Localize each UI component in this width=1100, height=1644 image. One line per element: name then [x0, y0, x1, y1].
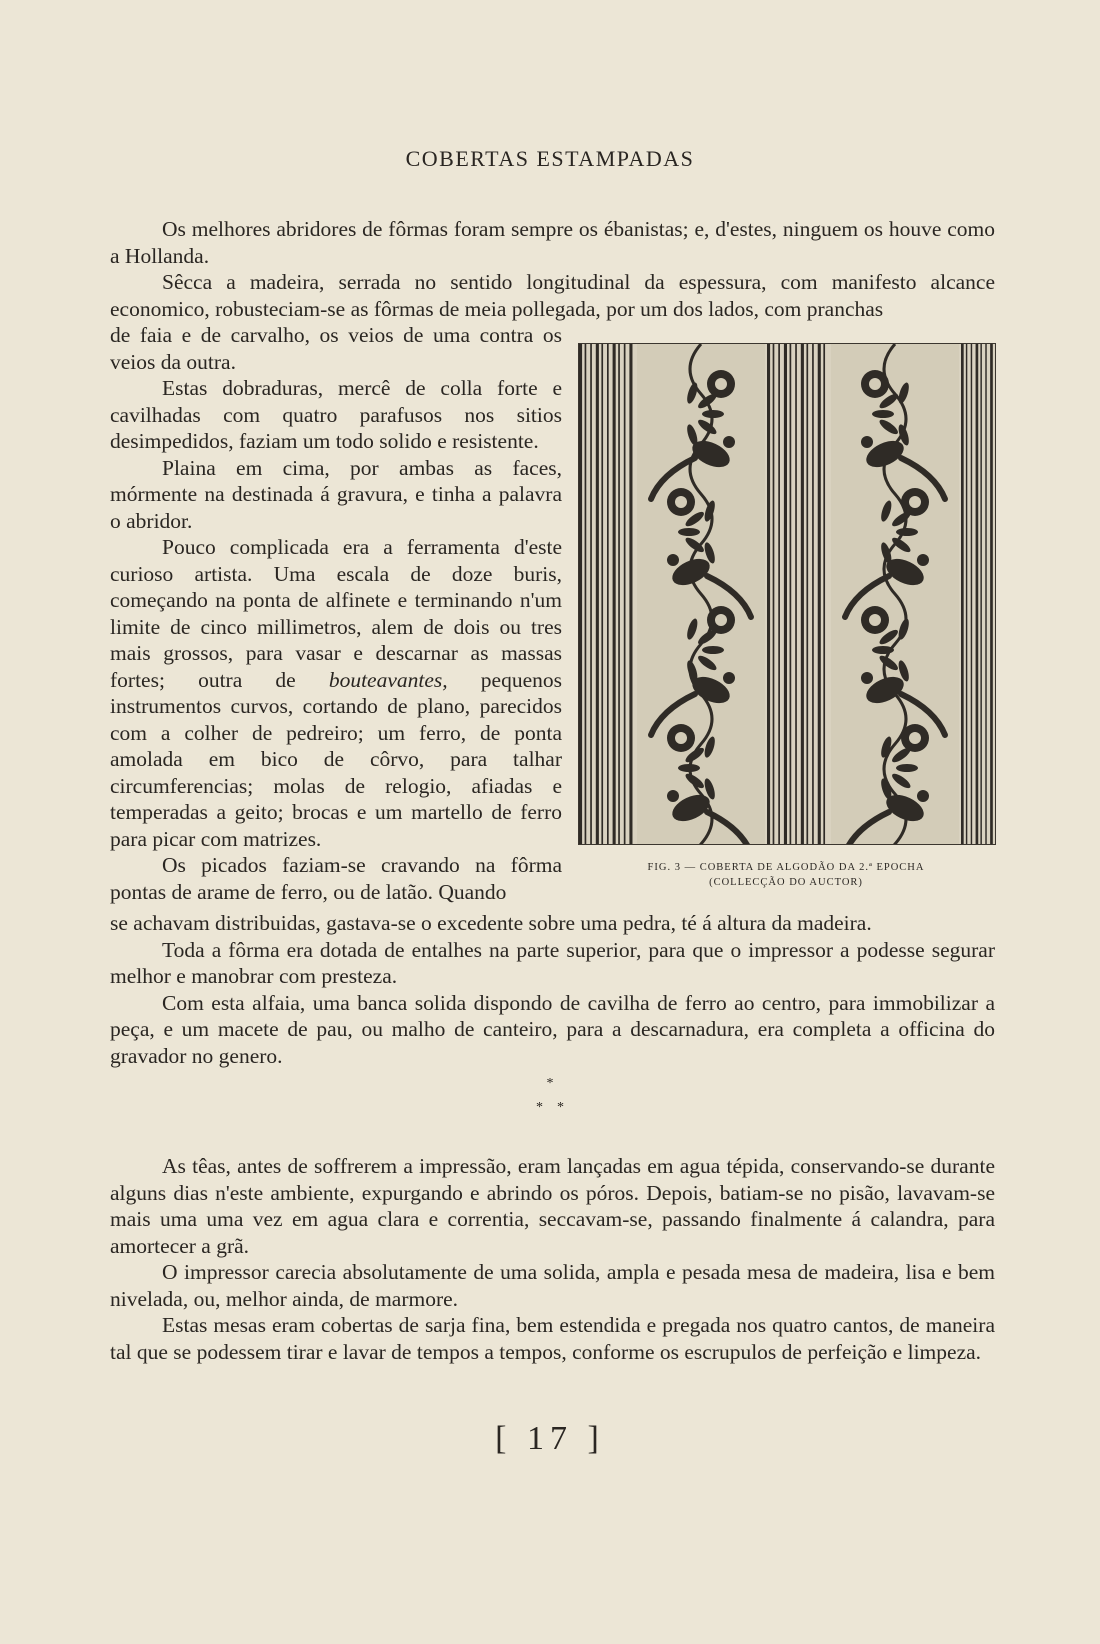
- stripe-band-left: [579, 344, 632, 844]
- page-number: [ 17 ]: [495, 1420, 605, 1457]
- stripe-line: [971, 344, 972, 844]
- stripe-line: [629, 344, 632, 844]
- stripe-line: [601, 344, 603, 844]
- bird-head: [917, 790, 929, 802]
- flower-center: [869, 614, 881, 626]
- paragraph-5-text-b: pequenos instrumentos curvos, cortando de plano, parecidos com a colher de pedreiro; um ferro, de ponta amolada em bico de côrvo, para talhar circumferencias; molas de relogio, afiadas e temperadas a geito; brocas e um martello de ferro para picar com matrizes.: [110, 667, 562, 851]
- stripe-line: [795, 344, 797, 844]
- stripe-band-middle: [767, 344, 825, 844]
- bird-head: [861, 672, 873, 684]
- stripe-line: [818, 344, 821, 844]
- paragraph-9: As têas, antes de soffrerem a impressão, eram lançadas em agua tépida, conservando-se durante alguns dias n'este ambiente, expurgando e abrindo os póros. Depois, batiam-se no pisão, lavavam-se mais uma uma vez em agua clara e correntia, seccavam-se, passando finalmente á calandra, para amortecer a grã.: [110, 1154, 995, 1258]
- paragraph-1: Os melhores abridores de fôrmas foram sempre os ébanistas; e, d'estes, ninguem os houve como a Hollanda.: [110, 217, 995, 268]
- stripe-line: [966, 344, 967, 844]
- paragraph-7: Toda a fôrma era dotada de entalhes na parte superior, para que o impressor a podesse segurar melhor e manobrar com presteza.: [110, 937, 995, 988]
- stripe-line: [624, 344, 626, 844]
- stripe-line: [579, 344, 582, 844]
- stripe-line: [790, 344, 792, 844]
- leaf-motif: [896, 764, 918, 772]
- flower-center: [909, 732, 921, 744]
- stripe-line: [812, 344, 814, 844]
- separator-asterisks-bottom: * *: [536, 1100, 564, 1115]
- stripe-line: [961, 344, 964, 844]
- bird-head: [917, 554, 929, 566]
- paragraph-5: [110, 534, 562, 852]
- leaf-motif: [872, 410, 894, 418]
- paragraph-4: Plaina em cima, por ambas as faces, mórmente na destinada á gravura, e tinha a palavra o abridor.: [110, 455, 562, 533]
- stripe-line: [767, 344, 770, 844]
- stripe-line: [806, 344, 808, 844]
- paragraph-10: O impressor carecia absolutamente de uma solida, ampla e pesada mesa de madeira, lisa e bem nivelada, ou, melhor ainda, de marmore.: [110, 1260, 995, 1311]
- stripe-band-right: [961, 344, 993, 844]
- paragraph-2-full: Sêcca a madeira, serrada no sentido longitudinal da espessura, com manifesto alcance economico, robusteciam-se as fôrmas de meia pollegada, por um dos lados, com pranchas: [110, 270, 995, 321]
- second-section-text: [110, 1153, 995, 1365]
- leaf-motif: [702, 646, 724, 654]
- leaf-motif: [872, 646, 894, 654]
- figure-printed-coverlet: [578, 343, 996, 845]
- bird-head: [861, 436, 873, 448]
- stripe-line: [778, 344, 780, 844]
- stripe-line: [784, 344, 787, 844]
- leaf-motif: [702, 410, 724, 418]
- stripe-line: [607, 344, 609, 844]
- bird-head: [723, 672, 735, 684]
- closing-text-block-1: [110, 910, 995, 1069]
- stripe-line: [823, 344, 825, 844]
- flower-center: [675, 732, 687, 744]
- stripe-line: [985, 344, 986, 844]
- flower-center: [869, 378, 881, 390]
- separator-asterisk-top: *: [546, 1076, 554, 1091]
- flower-center: [675, 496, 687, 508]
- paragraph-11: Estas mesas eram cobertas de sarja fina, bem estendida e pregada nos quatro cantos, de maneira tal que se podessem tirar e lavar de tempos a tempos, conforme os escrupulos de perfeição e limpeza.: [110, 1313, 995, 1364]
- paragraph-5-text-a: Pouco complicada era a ferramenta d'este curioso artista. Uma escala de doze buris, começando na ponta de alfinete e terminando n'um limite de cinco millimetros, alem de dois ou tres mais grossos, para vasar e descarnar as massas fortes; outra de: [110, 535, 562, 692]
- bird-head: [667, 790, 679, 802]
- coverlet-illustration: [579, 344, 995, 844]
- figure-caption-label: FIG. 3 — COBERTA DE ALGODÃO DA 2.ª EPOCHA: [647, 862, 925, 873]
- flower-center: [715, 378, 727, 390]
- figure-caption-credit: (COLLECÇÃO DO AUCTOR): [709, 877, 863, 888]
- stripe-line: [801, 344, 804, 844]
- leaf-motif: [678, 528, 700, 536]
- paragraph-2-continued: de faia e de carvalho, os veios de uma contra os veios da outra.: [110, 323, 562, 374]
- stripe-line: [980, 344, 981, 844]
- stripe-line: [585, 344, 587, 844]
- bird-head: [723, 436, 735, 448]
- left-column-text: [110, 322, 562, 905]
- opening-text: [110, 216, 995, 322]
- flower-center: [909, 496, 921, 508]
- paragraph-3: Estas dobraduras, mercê de colla forte e cavilhadas com quatro parafusos nos sitios desimpedidos, faziam um todo solido e resistente.: [110, 376, 562, 453]
- leaf-motif: [678, 764, 700, 772]
- stripe-line: [976, 344, 979, 844]
- running-head: COBERTAS ESTAMPADAS: [405, 146, 695, 171]
- stripe-line: [990, 344, 993, 844]
- stripe-line: [590, 344, 592, 844]
- stripe-line: [613, 344, 616, 844]
- paragraph-6-full: se achavam distribuidas, gastava-se o excedente sobre uma pedra, té á altura da madeira.: [110, 911, 872, 935]
- paragraph-5-italic-term: bouteavantes,: [328, 667, 448, 692]
- stripe-line: [596, 344, 599, 844]
- figure-caption: [578, 860, 994, 890]
- paragraph-8: Com esta alfaia, uma banca solida dispondo de cavilha de ferro ao centro, para immobilizar a peça, e um macete de pau, ou malho de canteiro, para a descarnadura, era completa a officina do gravador no genero.: [110, 990, 995, 1068]
- bird-head: [667, 554, 679, 566]
- flower-center: [715, 614, 727, 626]
- stripe-line: [618, 344, 620, 844]
- leaf-motif: [896, 528, 918, 536]
- stripe-line: [773, 344, 775, 844]
- paragraph-6-left: Os picados faziam-se cravando na fôrma pontas de arame de ferro, ou de latão. Quando: [110, 853, 562, 904]
